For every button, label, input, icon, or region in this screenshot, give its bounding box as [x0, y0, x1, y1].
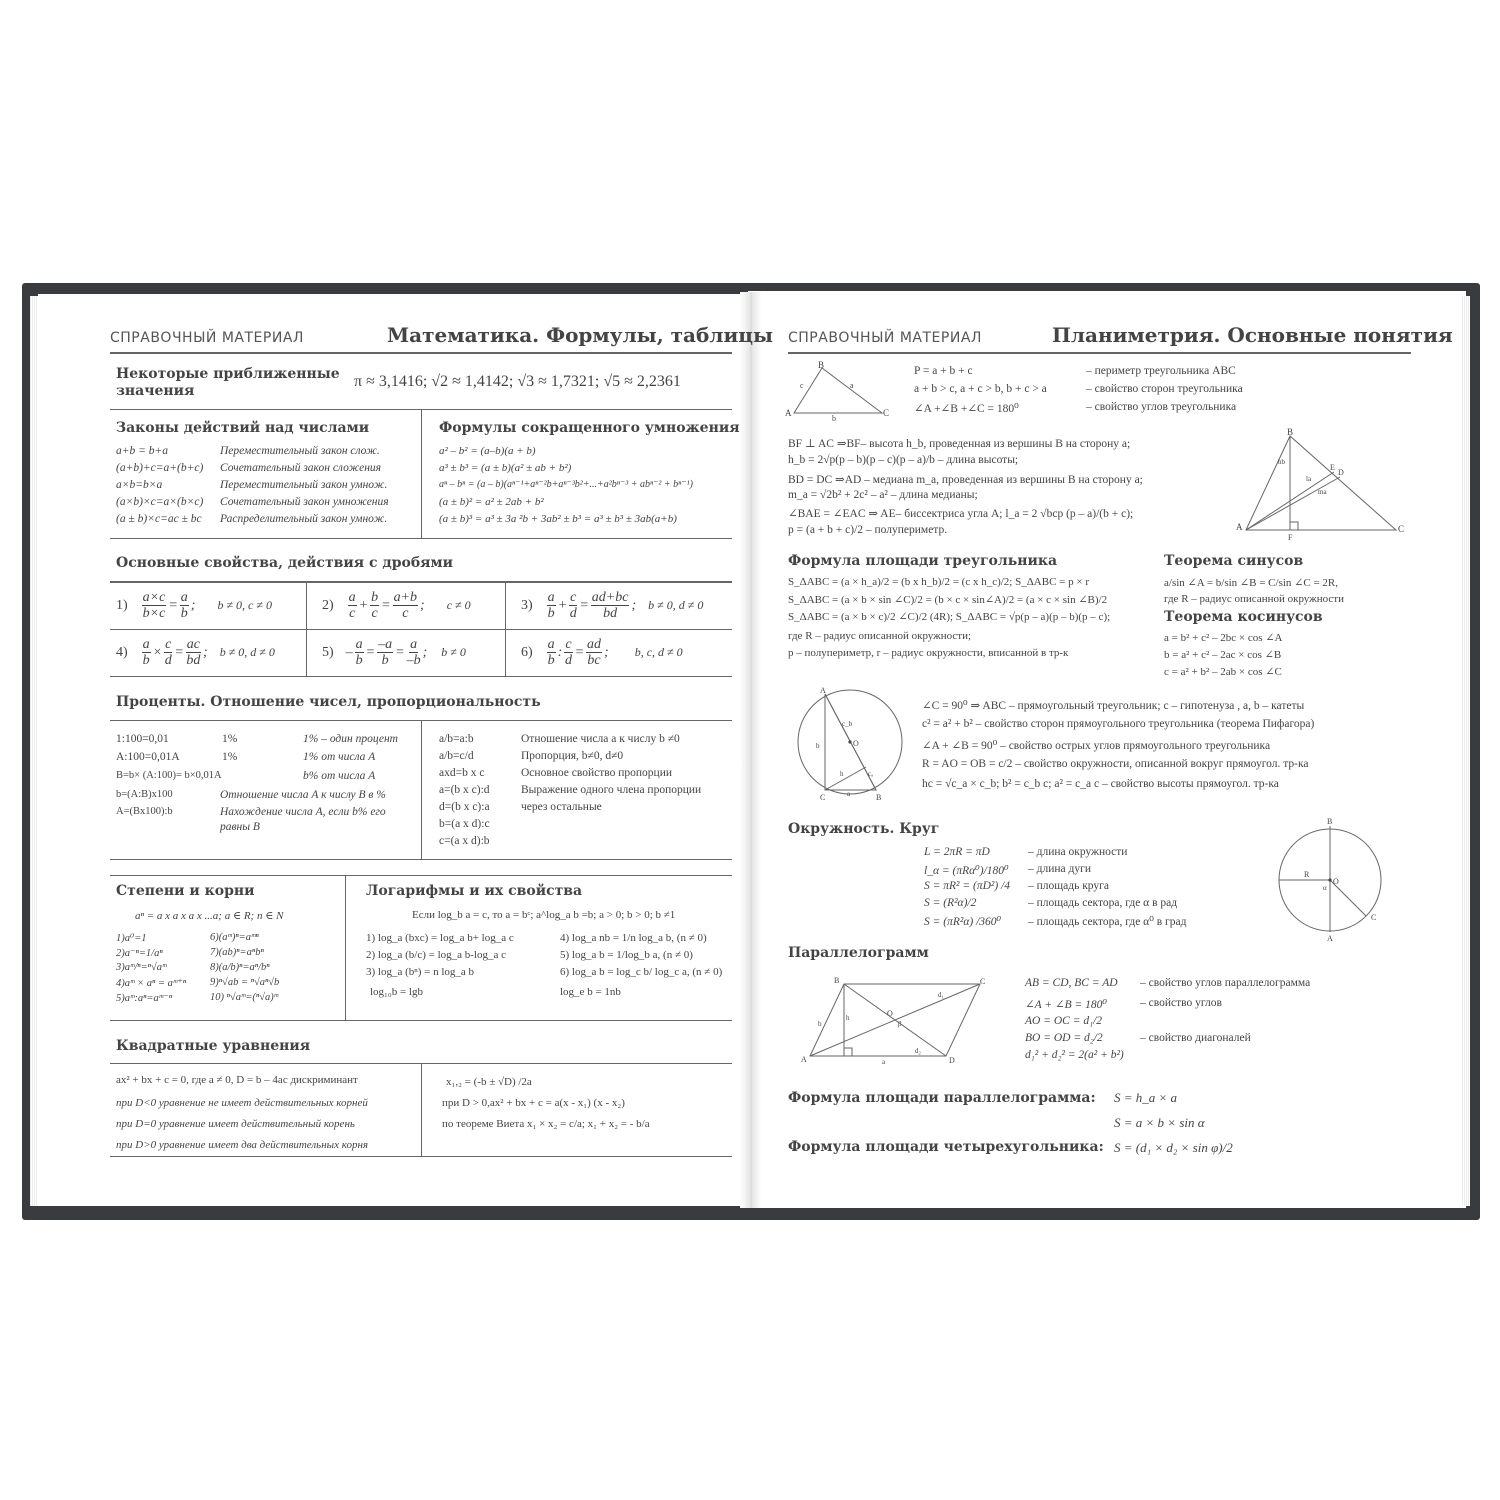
log-definition: Если log_b a = c, то a = bᶜ; a^log_a b =b; a > 0; b > 0; b ≠1 [412, 909, 676, 921]
circle-title: Окружность. Круг [788, 821, 940, 837]
side-label: a [850, 381, 854, 390]
fraction-rule-4: 4) $\frac{a}{b}$ × $\frac{c}{d}$ = $\frac{ac}{bd}$ ; b ≠ 0, d ≠ 0 [116, 637, 275, 668]
power-rule: 6)(aᵐ)ⁿ=aᵐⁿ [210, 932, 259, 943]
vertex-label: E [1330, 463, 1335, 472]
parallelogram-diagram [798, 974, 988, 1066]
parallelogram-formula: AB = CD, BC = AD [1025, 977, 1118, 989]
segment-label: hb [1278, 458, 1285, 466]
percent-desc: 1% от числа A [303, 751, 376, 763]
short-mult-row: aⁿ – bⁿ = (a – b)(aⁿ⁻¹+aⁿ⁻²b+aⁿ⁻³b²+...+a²bⁿ⁻³ + abⁿ⁻² + bⁿ⁻¹) [439, 479, 693, 490]
side-label: b [832, 414, 836, 422]
triangle-line: ∠BAE = ∠EAC ⇒ AE– биссектриса угла A; l_a = 2 √bcp (p – a)/(b + c); [788, 508, 1134, 520]
percent-desc: Нахождение числа A, если b% его [220, 806, 386, 818]
circle-desc: – площадь сектора, где α в рад [1028, 897, 1178, 909]
area-parallelogram-formula: S = h_a × a [1114, 1090, 1178, 1105]
triangle-desc: – свойство сторон треугольника [1086, 383, 1243, 395]
law-name: Переместительный закон слож. [220, 445, 380, 457]
area-formula: p – полупериметр, r – радиус окружности, вписанной в тр-к [788, 647, 1069, 659]
parallelogram-title: Параллелограмм [788, 945, 929, 961]
right-page-title: Планиметрия. Основные понятия [1052, 323, 1453, 347]
side-label: a [882, 1058, 886, 1066]
angle-label: α [1323, 884, 1327, 892]
area-quadrilateral-formula: S = (d₁ × d₂ × sin φ)/2 [1114, 1140, 1233, 1155]
circle-formula: S = (R²α)/2 [924, 897, 977, 909]
law-name: Сочетательный закон сложения [220, 462, 382, 474]
vertex-label: F [1288, 533, 1293, 542]
divider [345, 875, 346, 1020]
log-rule: 6) log_a b = log_c b/ log_c a, (n ≠ 0) [560, 966, 723, 978]
header-rule [110, 352, 732, 354]
sines-title: Теорема синусов [1164, 553, 1304, 569]
power-rule: 8)(a/b)ⁿ=aⁿ/bⁿ [210, 962, 270, 973]
proportion-formula: axd=b x c [439, 767, 485, 779]
cosines-formula: a = b² + c² – 2bc × cos ∠A [1164, 632, 1283, 644]
triangle-shape [794, 368, 882, 413]
circle-diagram [1268, 814, 1386, 944]
vertex-label: C [1398, 524, 1405, 534]
fractions-title: Основные свойства, действия с дробями [116, 555, 454, 571]
log-rule: 3) log_a (bⁿ) = n log_a b [366, 966, 475, 978]
rule [110, 1020, 732, 1021]
approx-values: π ≈ 3,1416; √2 ≈ 1,4142; √3 ≈ 1,7321; √5 ≈ 2,2361 [354, 373, 681, 390]
segment-label: c_b [842, 720, 853, 728]
proportion-desc: через остальные [521, 801, 602, 813]
circle-formula: S = (πR²α) /360⁰ [924, 916, 1002, 928]
power-rule: 2)a⁻ⁿ=1/aⁿ [116, 948, 163, 959]
law-formula: a+b = b+a [116, 445, 169, 457]
right-angle-mark [1290, 522, 1298, 530]
cosines-formula: c = a² + b² – 2ab × cos ∠C [1164, 666, 1282, 678]
cosines-formula: b = a² + c² – 2ac × cos ∠B [1164, 649, 1282, 661]
percent-formula: A:100=0,01A [116, 751, 180, 763]
law-formula: a×b=b×a [116, 479, 163, 491]
proportion-desc: Пропорция, b≠0, d≠0 [521, 750, 624, 762]
side-label: b [816, 742, 820, 750]
triangle-line: BD = DC ⇒AD – медиана m_a, проведенная из вершины B на сторону a; [788, 474, 1143, 486]
point-label: B [1327, 817, 1333, 826]
fraction-rule-6: 6) a b : $\frac{c}{d}$ = $\frac{ad}{bc}$ ; b, c, d ≠ 0 [521, 637, 683, 668]
power-rule: 4)aᵐ × aⁿ = aᵐ⁺ⁿ [116, 978, 187, 989]
angle-label: β [898, 1020, 902, 1028]
vertex-label: C [883, 408, 890, 418]
right-triangle-line: ∠C = 90⁰ ⇒ ABC – прямоугольный треугольник; c – гипотенуза , a, b – катеты [922, 700, 1305, 712]
inscribed-triangle-diagram [792, 686, 914, 802]
segment-label: d₂ [915, 1047, 921, 1055]
quad-formula: x₁,₂ = (-b ± √D) /2a [446, 1076, 532, 1088]
center-dot [1328, 878, 1331, 881]
height-line [825, 767, 866, 790]
triangle-line: BF ⊥ AC ⇒BF– высота h_b, проведенная из вершины B на сторону a; [788, 438, 1131, 450]
rule [110, 629, 732, 630]
left-header-label: СПРАВОЧНЫЙ МАТЕРИАЛ [110, 330, 304, 346]
area-formula: S_ΔABC = (a × b × sin ∠C)/2 = (b × c × sin∠A)/2 = (a × c × sin ∠B)/2 [788, 594, 1108, 606]
percent-formula: B=b× (A:100)= b×0,01A [116, 770, 222, 781]
vertex-label: A [1236, 522, 1243, 532]
short-mult-row: a² – b² = (a–b)(a + b) [439, 445, 536, 457]
circle-desc: – площадь сектора, где α⁰ в град [1028, 916, 1187, 928]
rule [110, 1156, 732, 1157]
quad-text: при D<0 уравнение не имеет действительных корней [116, 1097, 368, 1109]
fraction-rule-2: 2) a c + $\frac{b}{c}$ = $\frac{a+b}{c}$ ; c ≠ 0 [322, 590, 471, 621]
circle-desc: – длина окружности [1028, 846, 1128, 858]
book-spine [740, 292, 762, 1208]
parallelogram-formula: ∠A + ∠B = 180⁰ [1025, 999, 1107, 1011]
divider [421, 1064, 422, 1156]
vertex-label: B [1287, 427, 1294, 437]
triangle-formula: P = a + b + c [914, 365, 973, 377]
vertex-label: A [801, 1055, 807, 1064]
power-rule: 9)ⁿ√ab = ⁿ√aⁿ√b [210, 977, 280, 988]
rule [110, 581, 732, 583]
circle-formula: l_α = (πRα⁰)/180⁰ [924, 865, 1009, 877]
power-rule: 10) ⁿ√aᵐ=(ⁿ√a)ᵐ [210, 992, 279, 1003]
vertex-label: C [820, 793, 826, 802]
quad-title: Квадратные уравнения [116, 1038, 311, 1054]
log-rule: 5) log_a b = 1/log_b a, (n ≠ 0) [560, 949, 693, 961]
percent-desc: 1% – один процент [303, 733, 398, 745]
vertex-label: D [949, 1056, 955, 1065]
triangle-desc: – свойство углов треугольника [1086, 401, 1237, 413]
area-quadrilateral-title: Формула площади четырехугольника: [788, 1139, 1104, 1155]
header-rule [788, 352, 1411, 354]
percent-desc: Отношение числа A к числу B в % [220, 789, 386, 801]
quad-text: ax² + bx + c = 0, где a ≠ 0, D = b – 4ac дискриминант [116, 1074, 358, 1086]
percent-desc: b% от числа A [303, 770, 376, 782]
sines-formula: a/sin ∠A = b/sin ∠B = C/sin ∠C = 2R, [1164, 577, 1339, 589]
rule [110, 676, 732, 677]
laws-title: Законы действий над числами [116, 420, 370, 436]
vertex-label: B [818, 360, 825, 370]
segment-label: cₐ [868, 770, 874, 778]
rule [110, 538, 732, 539]
cosines-title: Теорема косинусов [1164, 609, 1323, 625]
area-formula: где R – радиус описанной окружности; [788, 630, 972, 642]
circle-formula: S = πR² = (πD²) /4 [924, 880, 1010, 892]
triangle-desc: – периметр треугольника ABC [1086, 365, 1236, 377]
short-mult-title: Формулы сокращенного умножения [439, 420, 740, 436]
circle-desc: – площадь круга [1028, 880, 1109, 892]
proportion-formula: a/b=a:b [439, 733, 474, 745]
area-parallelogram-formula: S = a × b × sin α [1114, 1115, 1205, 1130]
quad-text: при D>0 уравнение имеет два действительных корня [116, 1139, 369, 1151]
point-label: O [1333, 877, 1339, 886]
rule [110, 875, 732, 876]
law-name: Сочетательный закон умножения [220, 496, 389, 508]
vertex-label: A [785, 408, 792, 418]
right-triangle-line: hc = √c_a × c_b; b² = c_b c; a² = c_a c – свойство высоты прямоугол. тр-ка [922, 778, 1279, 790]
percent-formula: 1:100=0,01 [116, 733, 169, 745]
parallelogram-formula: AO = OC = d₁/2 [1025, 1015, 1103, 1027]
percent-value: 1% [222, 751, 238, 763]
triangle-shape [1246, 436, 1396, 530]
power-rule: 1)a⁰=1 [116, 933, 147, 944]
divider [421, 721, 422, 859]
radius-label: R [1304, 870, 1310, 879]
short-mult-row: (a ± b)² = a² ± 2ab + b² [439, 496, 544, 508]
power-rule: 5)aᵐ:aⁿ=aᵐ⁻ⁿ [116, 993, 172, 1004]
power-rule: 3)aᵐ/ⁿ=ⁿ√aᵐ [116, 962, 167, 973]
vertex-label: C [980, 977, 986, 986]
right-triangle-line: ∠A + ∠B = 90⁰ – свойство острых углов прямоугольного треугольника [922, 740, 1271, 752]
segment-label: d₁ [938, 991, 944, 999]
right-triangle-line: R = AO = OB = c/2 – свойство окружности, описанной вокруг прямоугол. тр-ка [922, 758, 1309, 770]
right-angle-mark [844, 1048, 852, 1056]
log-rule: log_e b = 1nb [560, 986, 621, 998]
triangle-formula: ∠A +∠B +∠C = 180⁰ [914, 403, 1019, 415]
segment-label: la [1306, 475, 1312, 483]
short-mult-row: a³ ± b³ = (a ± b)(a² ± ab + b²) [439, 462, 572, 474]
side-label: a [847, 790, 851, 798]
percent-formula: A=(Bx100):b [116, 806, 173, 817]
parallelogram-formula: d₁² + d₂² = 2(a² + b²) [1025, 1049, 1124, 1061]
side-label: c [800, 381, 804, 390]
log-rule: 4) log_a nb = 1/n log_a b, (n ≠ 0) [560, 932, 707, 944]
proportion-formula: c=(a x d):b [439, 835, 490, 847]
area-parallelogram-title: Формула площади параллелограмма: [788, 1090, 1096, 1106]
power-definition: aⁿ = a x a x a x ...a; a ∈ R; n ∈ N [135, 910, 284, 922]
proportion-formula: a=(b x c):d [439, 784, 490, 796]
circle-desc: – длина дуги [1028, 863, 1091, 875]
triangle-diagram [785, 358, 895, 422]
proportion-formula: d=(b x c):a [439, 801, 490, 813]
percent-title: Проценты. Отношение чисел, пропорциональность [116, 694, 541, 710]
law-name: Распределительный закон умнож. [220, 513, 388, 525]
area-formula: S_ΔABC = (a × b × c)/2 ∠C)/2 (4R); S_ΔABC = √p(p – a)(p – b)(p – c); [788, 611, 1111, 623]
vertex-label: D [1338, 468, 1344, 477]
short-mult-row: (a ± b)³ = a³ ± 3a ²b + 3ab² ± b³ = a³ ± b³ ± 3ab(a+b) [439, 513, 677, 525]
left-page-title: Математика. Формулы, таблицы [387, 323, 774, 347]
triangle-line: h_b = 2√p(p – b)(p – c)(p – a)/b – длина высоты; [788, 454, 1019, 466]
proportion-desc: Выражение одного члена пропорции [521, 784, 702, 796]
vertex-label: O [853, 739, 859, 748]
proportion-desc: Основное свойство пропорции [521, 767, 673, 779]
left-page-edge [30, 296, 38, 1206]
triangle-formula: a + b > c, a + c > b, b + c > a [914, 383, 1047, 395]
vertex-label: A [820, 686, 826, 695]
parallelogram-desc: – свойство диагоналей [1140, 1032, 1251, 1044]
side-label: b [818, 1020, 822, 1028]
segment-label: h [846, 1014, 850, 1022]
parallelogram-formula: BO = OD = d₂/2 [1025, 1032, 1103, 1044]
percent-value: 1% [222, 733, 238, 745]
law-name: Переместительный закон умнож. [220, 479, 388, 491]
triangle-line: p = (a + b + c)/2 – полупериметр. [788, 524, 948, 536]
right-triangle-line: c² = a² + b² – свойство сторон прямоугольного треугольника (теорема Пифагора) [922, 718, 1315, 730]
triangle-lines-diagram [1232, 426, 1412, 542]
log-rule: 1) log_a (bxc) = log_a b+ log_a c [366, 932, 514, 944]
divider [505, 582, 506, 676]
percent-desc: равны B [220, 821, 260, 833]
vertex-label: B [876, 793, 882, 802]
segment-label: ma [1318, 488, 1327, 496]
fraction-rule-1: 1) $\frac{a\times c}{b\times c}$ = $\frac{a}{b}$ ; b ≠ 0, c ≠ 0 [116, 590, 272, 621]
law-formula: (a ± b)×c=ac ± bc [116, 513, 202, 525]
divider [421, 410, 422, 538]
vertex-label: B [834, 976, 840, 985]
point-label: A [1327, 934, 1333, 943]
approx-title-2: значения [116, 383, 195, 399]
approx-title-1: Некоторые приближенные [116, 366, 340, 382]
proportion-desc: Отношение числа a к числу b ≠0 [521, 733, 680, 745]
fraction-rule-3: 3) a b + $\frac{c}{d}$ = $\frac{ad+bc}{bd}$ ; b ≠ 0, d ≠ 0 [521, 590, 704, 621]
powers-title: Степени и корни [116, 883, 255, 899]
parallelogram-desc: – свойство углов [1140, 997, 1222, 1009]
circle-formula: L = 2πR = πD [924, 846, 990, 858]
proportion-formula: a/b=c/d [439, 750, 474, 762]
quad-formula: по теореме Виета x₁ × x₂ = c/a; x₁ + x₂ = - b/a [442, 1118, 650, 1130]
log-rule: log₁₀b = lgb [370, 986, 423, 998]
logs-title: Логарифмы и их свойства [366, 883, 583, 899]
percent-formula: b=(A:B)x100 [116, 789, 173, 800]
point-label: C [1371, 913, 1377, 922]
segment-label: h [840, 770, 844, 778]
right-page-edge [1462, 296, 1470, 1206]
vertex-label: O [887, 1009, 893, 1018]
area-triangle-title: Формула площади треугольника [788, 553, 1058, 569]
divider [306, 582, 307, 676]
log-rule: 2) log_a (b/c) = log_a b-log_a c [366, 949, 506, 961]
law-formula: (a×b)×c=a×(b×c) [116, 496, 204, 508]
quad-text: при D=0 уравнение имеет действительный корень [116, 1118, 355, 1130]
parallelogram-desc: – свойство углов параллелограмма [1140, 977, 1311, 989]
center-dot [848, 740, 851, 743]
law-formula: (a+b)+c=a+(b+c) [116, 462, 204, 474]
rule [110, 859, 732, 860]
right-header-label: СПРАВОЧНЫЙ МАТЕРИАЛ [788, 330, 982, 346]
diagonal-line [844, 984, 946, 1056]
power-rule: 7)(ab)ⁿ=aⁿbⁿ [210, 947, 264, 958]
quad-formula: при D > 0,ax² + bx + c = a(x - x₁) (x - x₂) [442, 1097, 625, 1109]
fraction-rule-5: 5) – $\frac{a}{b}$ = $\frac{-a}{b}$ = $\frac{a}{-b}$ ; b ≠ 0 [322, 637, 466, 668]
proportion-formula: b=(a x d):c [439, 818, 490, 830]
sines-formula: где R – радиус описанной окружности [1164, 593, 1345, 605]
area-formula: S_ΔABC = (a × h_a)/2 = (b x h_b)/2 = (c x h_c)/2; S_ΔABC = p × r [788, 576, 1089, 588]
triangle-line: m_a = √2b² + 2c² – a² – длина медианы; [788, 489, 978, 501]
